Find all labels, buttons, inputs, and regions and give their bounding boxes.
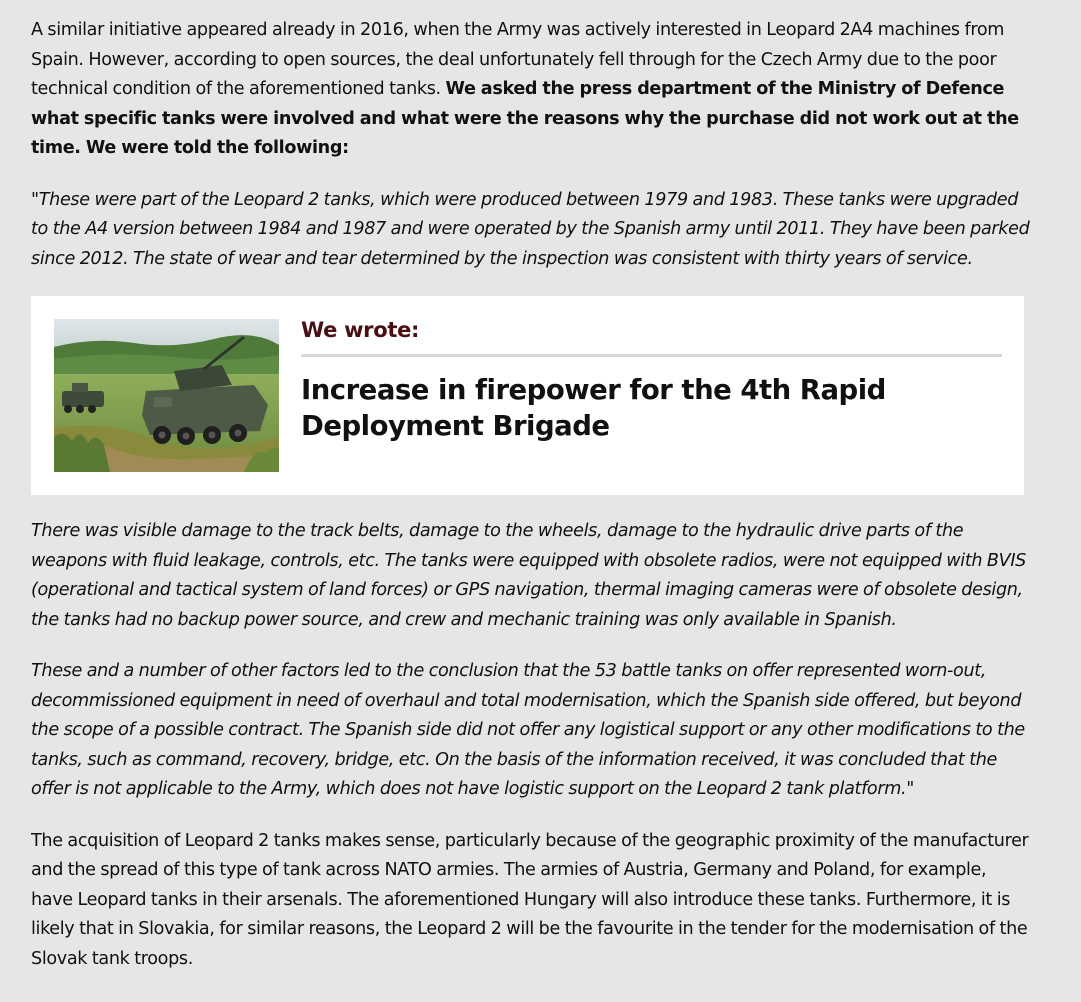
quote-paragraph-1: "These were part of the Leopard 2 tanks, which were produced between 1979 and 1983. These tanks were upgraded to the A4 version between 1984 and 1987 and were operated by the Spanish army until 2011. They have been parked since 2012. The state of wear and tear determined by the inspection was consistent with thirty years of service.	[31, 189, 1030, 269]
related-kicker: We wrote:	[301, 318, 1002, 357]
paragraph-intro	[31, 16, 1031, 164]
article-body	[31, 16, 1031, 974]
intro-bold-question: We asked the press department of the Ministry of Defence what specific tanks were involved and what were the reasons why the purchase did not work out at the time. We were told the following:	[31, 79, 1019, 158]
related-article-text	[301, 318, 1002, 444]
quote-paragraph-3: These and a number of other factors led to the conclusion that the 53 battle tanks on offer represented worn-out, decommissioned equipment in need of overhaul and total modernisation, which the Spanish side offered, but beyond the scope of a possible contract. The Spanish side did not offer any logistical support or any other modifications to the tanks, such as command, recovery, bridge, etc. On the basis of the information received, it was concluded that the offer is not applicable to the Army, which does not have logistic support on the Leopard 2 tank platform."	[31, 661, 1025, 799]
armored-vehicles-photo	[54, 319, 279, 472]
intro-text: A similar initiative appeared already in 2016, when the Army was actively interested in Leopard 2A4 machines from Spain. However, according to open sources, the deal unfortunately fell through for the Czech Army due to the poor technical condition of the aforementioned tanks.	[31, 20, 1005, 99]
related-article-thumbnail[interactable]	[54, 319, 279, 472]
related-article-card[interactable]	[31, 296, 1024, 495]
quote-paragraph-2: There was visible damage to the track belts, damage to the wheels, damage to the hydraulic drive parts of the weapons with fluid leakage, controls, etc. The tanks were equipped with obsolete radios, were not equipped with BVIS (operational and tactical system of land forces) or GPS navigation, thermal imaging cameras were of obsolete design, the tanks had no backup power source, and crew and mechanic training was only available in Spanish.	[31, 521, 1026, 630]
paragraph-conclusion: The acquisition of Leopard 2 tanks makes sense, particularly because of the geographic proximity of the manufacturer and the spread of this type of tank across NATO armies. The armies of Austria, Germany and Poland, for example, have Leopard tanks in their arsenals. The aforementioned Hungary will also introduce these tanks. Furthermore, it is likely that in Slovakia, for similar reasons, the Leopard 2 will be the favourite in the tender for the modernisation of the Slovak tank troops.	[31, 830, 1029, 969]
related-article-title-link[interactable]: Increase in firepower for the 4th Rapid Deployment Brigade	[301, 374, 886, 442]
